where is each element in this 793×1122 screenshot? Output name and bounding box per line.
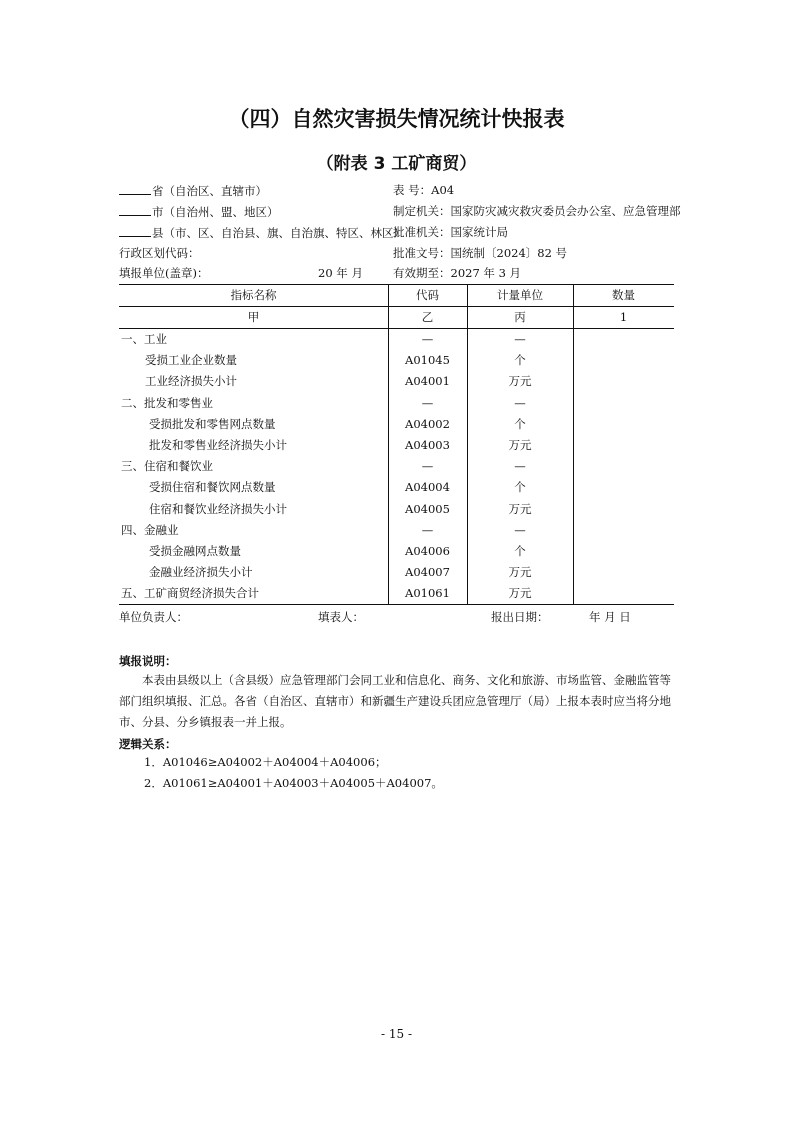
region-code-label: 行政区划代码： — [119, 246, 200, 260]
row-indicator-name: 四、金融业 — [121, 522, 179, 537]
row-unit: 个 — [514, 480, 526, 495]
subheader-code: 乙 — [421, 310, 434, 324]
row-unit: 个 — [514, 544, 526, 558]
row-quantity-input[interactable] — [573, 455, 674, 476]
year-month-label: 20 年 月 — [318, 266, 363, 280]
page-number: - 15 - — [380, 1027, 412, 1041]
subheader-unit: 丙 — [514, 310, 526, 324]
header-unit: 计量单位 — [497, 288, 543, 302]
county-blank[interactable] — [119, 225, 151, 237]
subheader-indicator: 甲 — [247, 310, 260, 324]
logic-item: 1．A01046≥A04002＋A04004＋A04006； — [144, 755, 387, 769]
row-quantity-input[interactable] — [573, 476, 674, 497]
row-quantity-input[interactable] — [573, 582, 674, 603]
header-indicator: 指标名称 — [230, 288, 277, 302]
notes-heading: 填报说明： — [119, 654, 177, 668]
row-indicator-name: 住宿和餐饮业经济损失小计 — [149, 501, 287, 516]
row-code: — — [421, 522, 434, 537]
form-number: 表 号：A04 — [393, 183, 455, 197]
issuing-authority: 制定机关：国家防灾减灾救灾委员会办公室、应急管理部 — [393, 204, 681, 218]
row-code: — — [421, 395, 434, 410]
notes-text: 本表由县级以上（含县级）应急管理部门会同工业和信息化、商务、文化和旅游、市场监管、金融监管等部门组织填报、汇总。各省（自治区、直辖市）和新疆生产建设兵团应急管理厅（局）上报本表时应当将分地市、分县、分乡镇报表一并上报。 — [119, 673, 671, 729]
table-top-rule — [119, 284, 674, 285]
province-field: 省（自治区、直辖市） — [119, 183, 267, 198]
city-blank[interactable] — [119, 204, 151, 216]
row-indicator-name: 二、批发和零售业 — [121, 395, 213, 410]
unit-leader-label: 单位负责人： — [119, 610, 188, 624]
row-quantity-input[interactable] — [573, 540, 674, 561]
row-quantity-input[interactable] — [573, 434, 674, 455]
row-quantity-input[interactable] — [573, 498, 674, 519]
row-code: A04002 — [405, 416, 450, 431]
row-code: A04006 — [405, 544, 450, 558]
logic-item: 2．A01061≥A04001＋A04003＋A04005＋A04007。 — [144, 776, 443, 790]
county-field: 县（市、区、自治县、旗、自治旗、特区、林区） — [119, 225, 405, 240]
table-bottom-rule — [119, 604, 674, 605]
row-indicator-name: 五、工矿商贸经济损失合计 — [121, 586, 259, 601]
subheader-quantity: 1 — [619, 310, 628, 324]
logic-heading: 逻辑关系： — [119, 737, 177, 751]
form-title: （四）自然灾害损失情况统计快报表 — [228, 107, 565, 131]
filler-unit-label: 填报单位(盖章)： — [119, 266, 209, 280]
row-unit: — — [514, 395, 526, 410]
header-code: 代码 — [416, 288, 439, 302]
row-quantity-input[interactable] — [573, 349, 674, 370]
row-indicator-name: 工业经济损失小计 — [145, 374, 237, 389]
row-indicator-name: 一、工业 — [121, 332, 167, 346]
report-date-label: 报出日期： — [491, 610, 549, 624]
row-code: A04005 — [405, 501, 450, 516]
row-quantity-input[interactable] — [573, 561, 674, 582]
row-unit: — — [514, 522, 526, 537]
row-unit: 个 — [514, 353, 526, 368]
header-quantity: 数量 — [612, 288, 635, 302]
row-quantity-input[interactable] — [573, 519, 674, 540]
approving-authority: 批准机关：国家统计局 — [393, 225, 508, 239]
row-code: — — [421, 332, 434, 346]
row-quantity-input[interactable] — [573, 328, 674, 349]
row-code: A04001 — [405, 374, 450, 389]
filler-label: 填表人： — [318, 610, 364, 624]
row-indicator-name: 批发和零售业经济损失小计 — [149, 438, 287, 452]
form-subtitle: （附表 3 工矿商贸） — [316, 154, 477, 174]
row-code: A04004 — [405, 480, 450, 495]
row-code: A04007 — [405, 565, 450, 580]
row-indicator-name: 受损工业企业数量 — [145, 353, 237, 368]
row-indicator-name: 受损批发和零售网点数量 — [149, 416, 276, 431]
row-indicator-name: 受损金融网点数量 — [149, 544, 241, 558]
row-unit: — — [514, 459, 526, 474]
row-code: A01045 — [405, 353, 450, 368]
row-indicator-name: 金融业经济损失小计 — [149, 565, 253, 580]
report-date-ymd: 年 月 日 — [589, 610, 631, 624]
city-field: 市（自治州、盟、地区） — [119, 204, 279, 219]
row-unit: 万元 — [508, 586, 532, 601]
approval-number: 批准文号：国统制〔2024〕82 号 — [393, 246, 568, 260]
row-unit: 万元 — [508, 374, 532, 389]
row-unit: 万元 — [508, 501, 532, 516]
row-unit: — — [514, 332, 526, 346]
province-blank[interactable] — [119, 183, 151, 195]
row-indicator-name: 受损住宿和餐饮网点数量 — [149, 480, 276, 495]
row-unit: 万元 — [508, 438, 532, 452]
row-code: A04003 — [405, 438, 450, 452]
row-quantity-input[interactable] — [573, 413, 674, 434]
row-code: — — [421, 459, 434, 474]
valid-until: 有效期至：2027 年 3 月 — [393, 266, 522, 280]
row-unit: 万元 — [508, 565, 532, 580]
row-quantity-input[interactable] — [573, 392, 674, 413]
row-code: A01061 — [405, 586, 450, 601]
row-quantity-input[interactable] — [573, 370, 674, 391]
table-header-rule — [119, 306, 674, 307]
row-unit: 个 — [514, 416, 526, 431]
row-indicator-name: 三、住宿和餐饮业 — [121, 459, 213, 474]
